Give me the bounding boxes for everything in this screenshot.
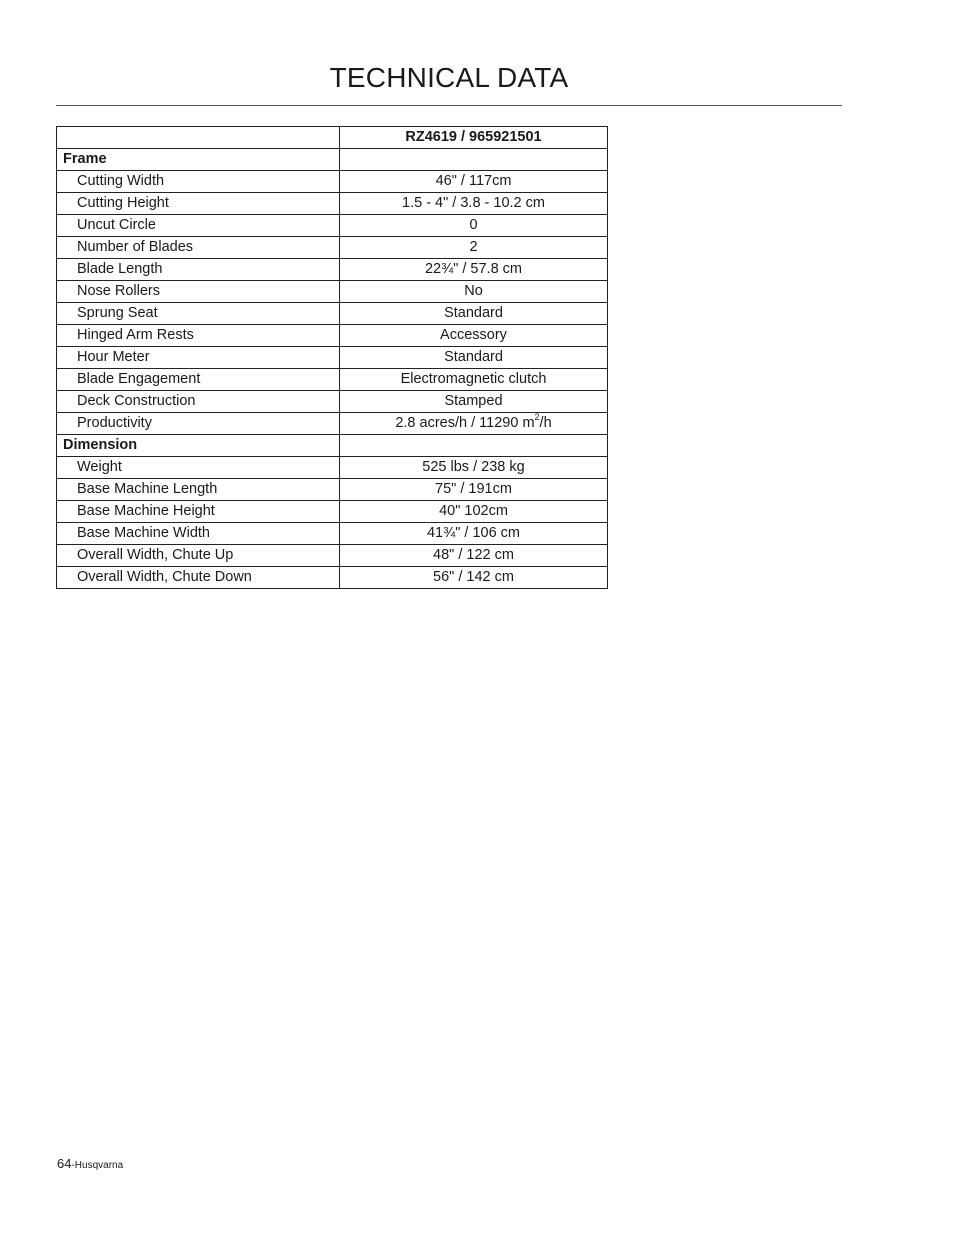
spec-value: Standard: [340, 347, 608, 369]
section-title: Frame: [57, 149, 340, 171]
spec-label: Cutting Height: [57, 193, 340, 215]
spec-value: Electromagnetic clutch: [340, 369, 608, 391]
section-row-dimension: [57, 435, 608, 457]
table-row: [57, 259, 608, 281]
spec-label: Cutting Width: [57, 171, 340, 193]
spec-value: Standard: [340, 303, 608, 325]
spec-value: No: [340, 281, 608, 303]
table-row: [57, 479, 608, 501]
table-row: [57, 215, 608, 237]
spec-value: 56" / 142 cm: [340, 567, 608, 589]
table-row: [57, 303, 608, 325]
table-row: [57, 325, 608, 347]
table-row: [57, 237, 608, 259]
spec-label: Weight: [57, 457, 340, 479]
spec-label: Hinged Arm Rests: [57, 325, 340, 347]
spec-label: Overall Width, Chute Down: [57, 567, 340, 589]
page-title: TECHNICAL DATA: [329, 62, 569, 93]
spec-label: Base Machine Width: [57, 523, 340, 545]
spec-value: 46" / 117cm: [340, 171, 608, 193]
table-row: [57, 369, 608, 391]
spec-label: Hour Meter: [57, 347, 340, 369]
spec-value: 0: [340, 215, 608, 237]
title-divider: [56, 105, 842, 106]
spec-value: 48" / 122 cm: [340, 545, 608, 567]
spec-value: 1.5 - 4" / 3.8 - 10.2 cm: [340, 193, 608, 215]
table-row: [57, 281, 608, 303]
spec-label: Overall Width, Chute Up: [57, 545, 340, 567]
spec-label: Uncut Circle: [57, 215, 340, 237]
brand-name: -Husqvarna: [71, 1160, 124, 1171]
spec-value: Accessory: [340, 325, 608, 347]
spec-value: 2: [340, 237, 608, 259]
table-header-row: [57, 127, 608, 149]
spec-value: 40" 102cm: [340, 501, 608, 523]
spec-label: Number of Blades: [57, 237, 340, 259]
table-row: [57, 457, 608, 479]
section-empty-cell: [340, 149, 608, 171]
table-row: [57, 501, 608, 523]
spec-label: Base Machine Length: [57, 479, 340, 501]
page-footer: [57, 1156, 123, 1171]
productivity-unit: /h: [539, 415, 552, 431]
spec-label: Sprung Seat: [57, 303, 340, 325]
spec-label: Productivity: [57, 413, 340, 435]
spec-value: [340, 413, 608, 435]
page-number: 64: [57, 1156, 72, 1171]
section-title: Dimension: [57, 435, 340, 457]
spec-value: 525 lbs / 238 kg: [340, 457, 608, 479]
table-row: [57, 567, 608, 589]
spec-value: 41¾" / 106 cm: [340, 523, 608, 545]
table-row: [57, 391, 608, 413]
section-empty-cell: [340, 435, 608, 457]
spec-label: Blade Length: [57, 259, 340, 281]
table-row: [57, 413, 608, 435]
spec-value: 22¾" / 57.8 cm: [340, 259, 608, 281]
spec-label: Blade Engagement: [57, 369, 340, 391]
spec-value: Stamped: [340, 391, 608, 413]
table-row: [57, 523, 608, 545]
model-number-header: RZ4619 / 965921501: [340, 127, 608, 149]
section-row-frame: [57, 149, 608, 171]
table-row: [57, 545, 608, 567]
spec-label: Nose Rollers: [57, 281, 340, 303]
header-label-cell: [57, 127, 340, 149]
table-row: [57, 193, 608, 215]
table-row: [57, 171, 608, 193]
productivity-value: 2.8 acres/h / 11290 m: [395, 415, 535, 431]
spec-label: Base Machine Height: [57, 501, 340, 523]
spec-value: 75" / 191cm: [340, 479, 608, 501]
technical-data-table: [56, 126, 608, 589]
spec-label: Deck Construction: [57, 391, 340, 413]
table-row: [57, 347, 608, 369]
squared-superscript: 2: [534, 412, 540, 423]
